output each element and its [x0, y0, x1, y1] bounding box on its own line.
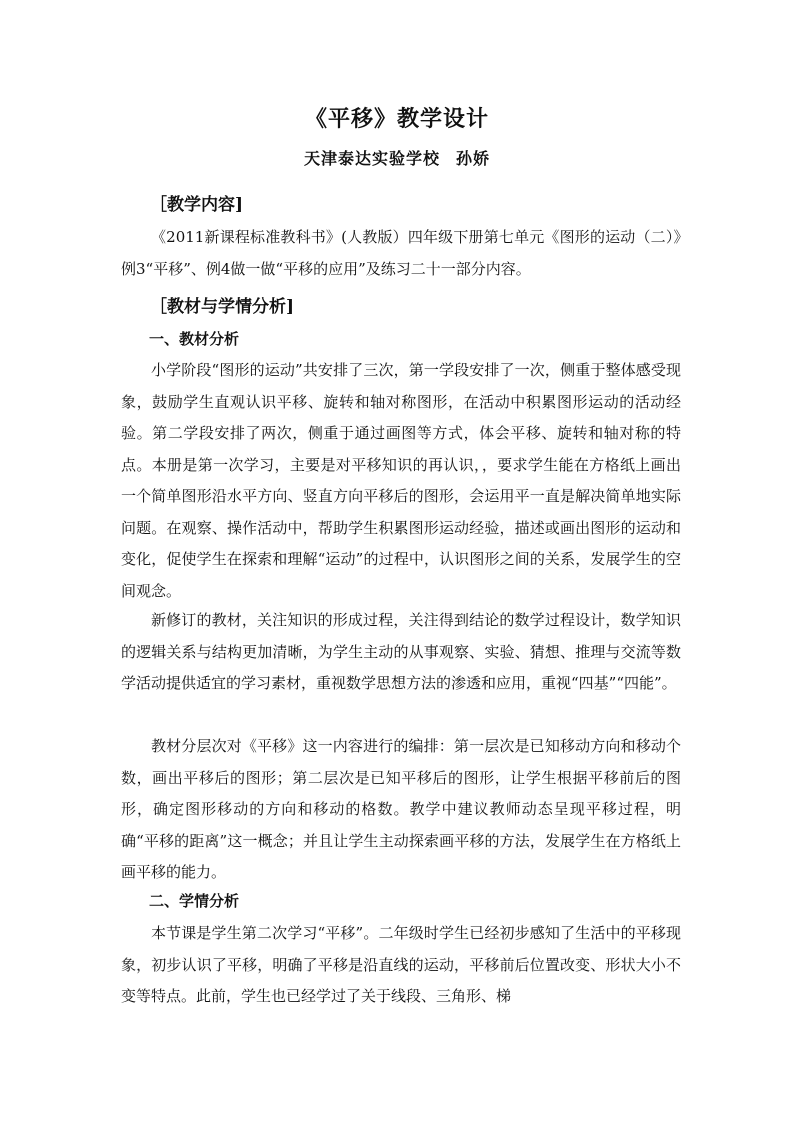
- document-title: 《平移》教学设计: [304, 106, 489, 132]
- section-heading-analysis: ［教材与学情分析]: [150, 297, 295, 317]
- section-heading-content: ［教学内容]: [150, 195, 244, 215]
- author-line: [0, 146, 794, 169]
- textbook-paragraph: 新修订的教材，关注知识的形成过程，关注得到结论的数学过程设计，数学知识的逻辑关系与结构更加清晰，为学生主动的从事观察、实验、猜想、推理与交流等数学活动提供适宜的学习素材，重视数学思想方法的渗透和应用，重视“四基”“四能”。: [121, 611, 681, 692]
- author-name: 孙娇: [456, 149, 491, 168]
- students-paragraph: 本节课是学生第二次学习“平移”。二年级时学生已经初步感知了生活中的平移现象，初步认识了平移，明确了平移是沿直线的运动，平移前后位置改变、形状大小不变等特点。此前，学生也已经学过了关于线段、三角形、梯: [121, 924, 681, 1005]
- subheading-student-analysis: 二、学情分析: [149, 892, 240, 910]
- textbook-paragraph: 小学阶段“图形的运动”共安排了三次，第一学段安排了一次，侧重于整体感受现象，鼓励学生直观认识平移、旋转和轴对称图形，在活动中积累图形运动的活动经验。第二学段安排了两次，侧重于通过画图等方式，体会平移、旋转和轴对称的特点。本册是第一次学习，主要是对平移知识的再认识，，要求学生能在方格纸上画出一个简单图形沿水平方向、竖直方向平移后的图形，会运用平一直是解决简单地实际问题。在观察、操作活动中，帮助学生积累图形运动经验，描述或画出图形的运动和变化，促使学生在探索和理解“运动”的过程中，认识图形之间的关系，发展学生的空间观念。: [121, 361, 681, 600]
- subheading-textbook-analysis: 一、教材分析: [149, 330, 240, 348]
- textbook-paragraph: 教材分层次对《平移》这一内容进行的编排：第一层次是已知移动方向和移动个数，画出平移后的图形；第二层次是已知平移后的图形，让学生根据平移前后的图形，确定图形移动的方向和移动的格数。教学中建议教师动态呈现平移过程，明确“平移的距离”这一概念；并且让学生主动探索画平移的方法，发展学生在方格纸上画平移的能力。: [121, 737, 681, 881]
- content-paragraph: 《2011新课程标准教科书》(人教版）四年级下册第七单元《图形的运动（二）》例3“平移”、例4做一做“平移的应用”及练习二十一部分内容。: [121, 228, 681, 278]
- school-name: 天津泰达实验学校: [303, 149, 440, 168]
